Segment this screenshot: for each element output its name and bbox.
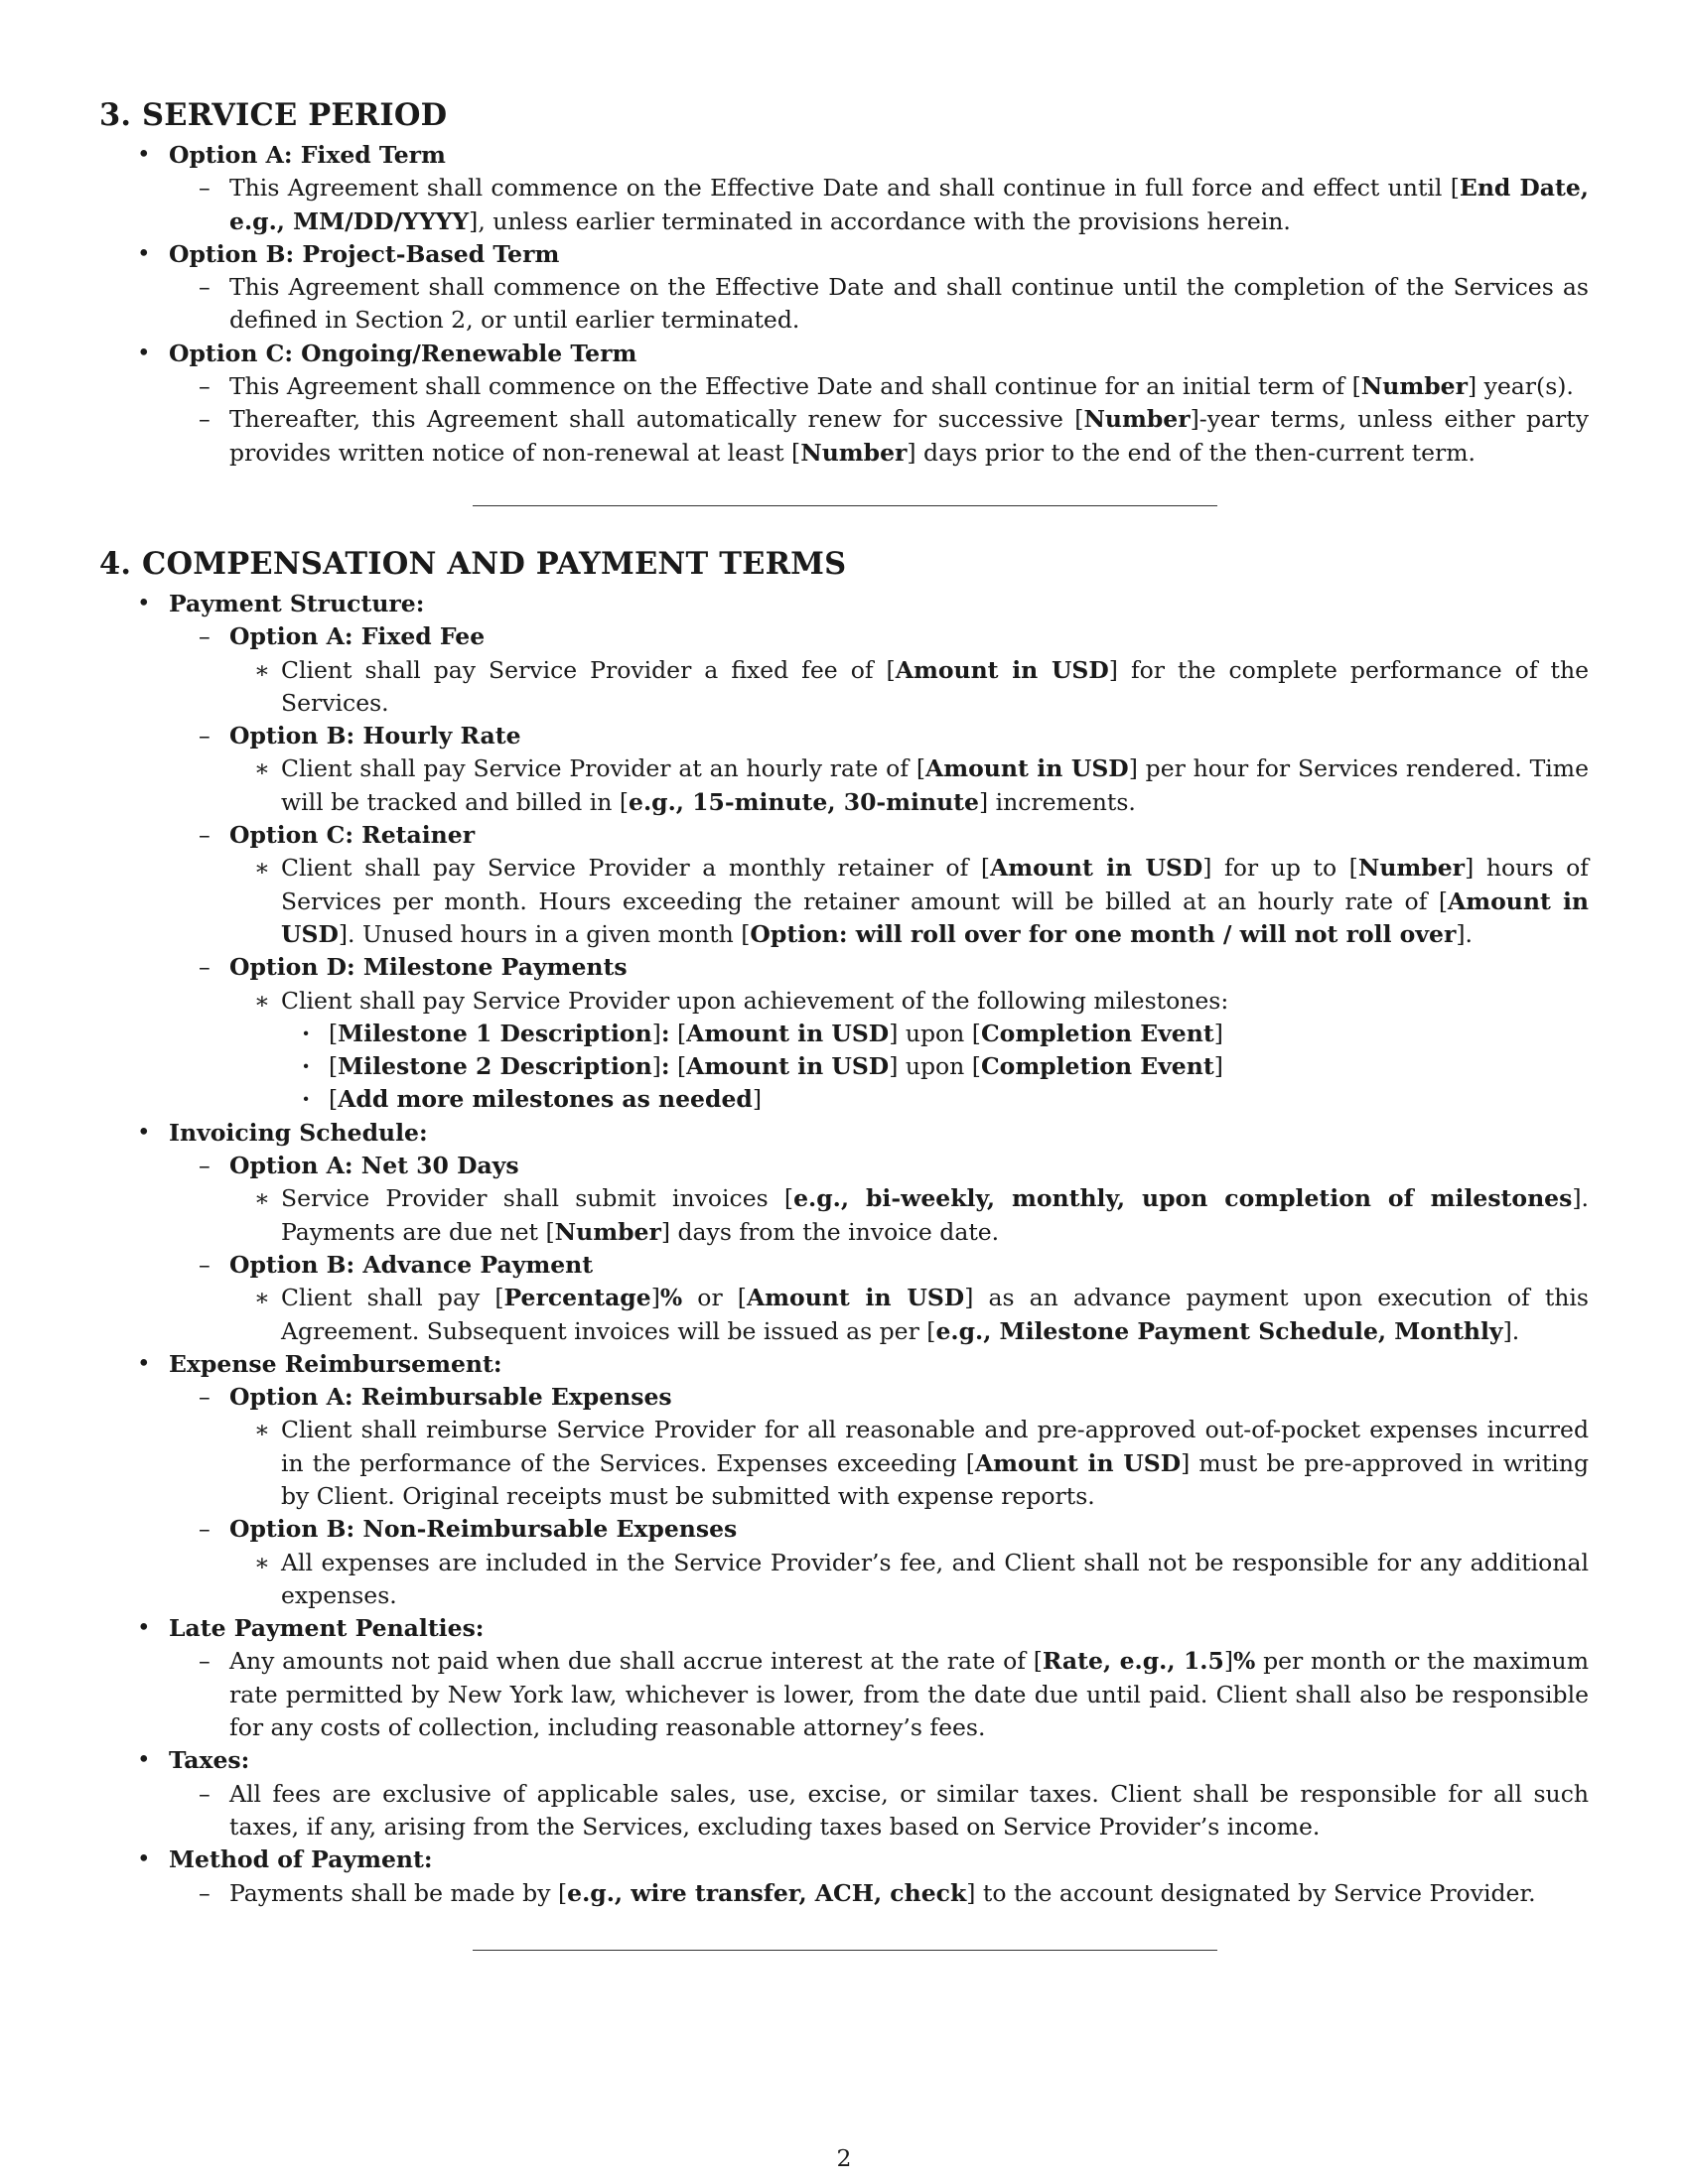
clause-list bbox=[229, 1547, 1589, 1613]
option-item bbox=[169, 1150, 1589, 1249]
placeholder-text: Amount in USD bbox=[686, 1052, 890, 1081]
clause-text: [ bbox=[329, 1052, 339, 1081]
clause-text: This Agreement shall commence on the Effective Date and shall continue until the completion of the Services as defined in Section 2, or until earlier terminated. bbox=[229, 273, 1589, 335]
option-item bbox=[99, 338, 1589, 470]
placeholder-text: e.g., bi-weekly, monthly, upon completion of milestones bbox=[793, 1184, 1573, 1213]
clause-text: ] upon [ bbox=[889, 1019, 981, 1047]
clause-text: ] hours of Services per month. Hours exceeding the retainer amount will be billed at an hourly rate of [ bbox=[281, 854, 1589, 915]
clause-text: [ bbox=[669, 1019, 687, 1047]
option-title: Option A: Fixed Fee bbox=[229, 622, 486, 651]
group-item bbox=[99, 1612, 1589, 1744]
clause-list bbox=[99, 172, 1589, 238]
placeholder-text: Completion Event bbox=[980, 1019, 1214, 1047]
option-list bbox=[99, 1150, 1589, 1348]
clause-text: [ bbox=[1450, 174, 1460, 203]
placeholder-text: e.g., 15-minute, 30-minute bbox=[629, 787, 979, 816]
clause-item bbox=[169, 1645, 1589, 1744]
clause-text: All fees are exclusive of applicable sales, use, excise, or similar taxes. Client shall be responsible for all such taxes, if any, arising from the Services, excluding taxes based on Service Provider’s income. bbox=[229, 1779, 1589, 1841]
group-item bbox=[99, 1348, 1589, 1612]
clause-text: Thereafter, this Agreement shall automatically renew for successive [ bbox=[229, 405, 1084, 434]
clause-list bbox=[229, 752, 1589, 819]
clause-item bbox=[169, 271, 1589, 338]
option-item bbox=[169, 1513, 1589, 1612]
clause-list bbox=[99, 1645, 1589, 1744]
placeholder-text: Amount in USD bbox=[974, 1448, 1182, 1477]
option-item bbox=[169, 720, 1589, 819]
clause-text: ] days from the invoice date. bbox=[660, 1217, 1000, 1246]
clause-text: ] bbox=[1223, 1647, 1234, 1676]
group-title: Taxes: bbox=[169, 1746, 250, 1775]
milestone-item bbox=[281, 1083, 1589, 1116]
option-item bbox=[169, 1249, 1589, 1348]
clause-list bbox=[229, 852, 1589, 951]
placeholder-text: Amount in USD bbox=[281, 887, 1589, 948]
clause-text: ] upon [ bbox=[889, 1052, 981, 1081]
clause-text: ] bbox=[1213, 1019, 1223, 1047]
placeholder-text: : bbox=[660, 1019, 670, 1047]
clause-text: ]. bbox=[1502, 1316, 1520, 1345]
section-3-option-list bbox=[99, 139, 1589, 470]
clause-list bbox=[99, 1778, 1589, 1844]
group-title: Late Payment Penalties: bbox=[169, 1614, 485, 1643]
clause-text: ]. Unused hours in a given month [ bbox=[338, 919, 751, 948]
option-title: Option B: Non-Reimbursable Expenses bbox=[229, 1515, 738, 1544]
clause-item bbox=[169, 370, 1589, 403]
clause-item bbox=[169, 403, 1589, 470]
clause-list bbox=[229, 1414, 1589, 1513]
clause-text: [ bbox=[329, 1019, 339, 1047]
option-title: Option B: Project-Based Term bbox=[169, 239, 560, 268]
placeholder-text: Number bbox=[800, 438, 908, 467]
placeholder-text: Amount in USD bbox=[686, 1019, 890, 1047]
placeholder-text: Milestone 2 Description bbox=[338, 1052, 652, 1081]
group-item bbox=[99, 1117, 1589, 1348]
clause-list bbox=[229, 1182, 1589, 1249]
clause-text: ] bbox=[752, 1085, 762, 1114]
placeholder-text: Option: will roll over for one month / will not roll over bbox=[750, 919, 1457, 948]
option-item bbox=[169, 819, 1589, 951]
option-list bbox=[99, 1381, 1589, 1612]
option-item bbox=[169, 1381, 1589, 1513]
clause-text: ] days prior to the end of the then-current term. bbox=[907, 438, 1477, 467]
clause-text: ] for up to [ bbox=[1202, 854, 1358, 883]
option-item bbox=[99, 139, 1589, 238]
clause-text: Any amounts not paid when due shall accrue interest at the rate of [ bbox=[229, 1647, 1043, 1676]
page-number: 2 bbox=[836, 2144, 852, 2172]
option-title: Option B: Hourly Rate bbox=[229, 722, 521, 751]
clause-text: ] year(s). bbox=[1467, 372, 1574, 401]
clause-text: ] bbox=[651, 1052, 661, 1081]
group-title: Invoicing Schedule: bbox=[169, 1118, 428, 1147]
option-item bbox=[99, 238, 1589, 338]
option-title: Option C: Retainer bbox=[229, 821, 476, 850]
placeholder-text: Amount in USD bbox=[895, 655, 1109, 684]
group-item bbox=[99, 1843, 1589, 1910]
placeholder-text: End Date, e.g., MM/DD/YYYY bbox=[229, 174, 1589, 235]
group-title: Method of Payment: bbox=[169, 1845, 433, 1874]
option-title: Option B: Advance Payment bbox=[229, 1250, 594, 1279]
group-title: Expense Reimbursement: bbox=[169, 1349, 502, 1378]
placeholder-text: Percentage bbox=[503, 1284, 651, 1312]
group-item bbox=[99, 588, 1589, 1117]
placeholder-text: Milestone 1 Description bbox=[338, 1019, 652, 1047]
placeholder-text: Number bbox=[1357, 854, 1466, 883]
clause-text: Client shall reimburse Service Provider for all reasonable and pre-approved out-of-pocket expenses incurred in the performance of the Services. Expenses exceeding [ bbox=[281, 1416, 1589, 1477]
option-title: Option A: Fixed Term bbox=[169, 141, 446, 169]
placeholder-text: : bbox=[660, 1052, 670, 1081]
clause-text: ]-year terms, unless either party provides written notice of non-renewal at least [ bbox=[229, 405, 1589, 467]
clause-item bbox=[229, 852, 1589, 951]
section-4-group-list bbox=[99, 588, 1589, 1910]
clause-item bbox=[229, 1282, 1589, 1348]
clause-text: [ bbox=[329, 1085, 339, 1114]
placeholder-text: % bbox=[659, 1284, 683, 1312]
clause-list bbox=[229, 1282, 1589, 1348]
placeholder-text: Number bbox=[554, 1217, 661, 1246]
milestone-item bbox=[281, 1018, 1589, 1050]
option-title: Option D: Milestone Payments bbox=[229, 953, 628, 982]
section-4-heading: 4. COMPENSATION AND PAYMENT TERMS bbox=[99, 545, 847, 582]
option-title: Option A: Reimbursable Expenses bbox=[229, 1383, 672, 1412]
clause-text: ] must be pre-approved in writing by Client. Original receipts must be submitted with expense reports. bbox=[281, 1448, 1589, 1510]
clause-list bbox=[99, 1877, 1589, 1910]
clause-text: Service Provider shall submit invoices [ bbox=[281, 1184, 794, 1213]
placeholder-text: e.g., Milestone Payment Schedule, Monthly bbox=[935, 1316, 1503, 1345]
placeholder-text: Completion Event bbox=[980, 1052, 1214, 1081]
clause-text: Client shall pay Service Provider a monthly retainer of [ bbox=[281, 854, 991, 883]
clause-text: or [ bbox=[682, 1284, 747, 1312]
clause-text: ] bbox=[1213, 1052, 1223, 1081]
milestone-list bbox=[281, 1018, 1589, 1117]
milestone-item bbox=[281, 1050, 1589, 1083]
option-item bbox=[169, 620, 1589, 720]
clause-text: ] as an advance payment upon execution of this Agreement. Subsequent invoices will be issued as per [ bbox=[281, 1284, 1589, 1345]
clause-item bbox=[229, 1414, 1589, 1513]
clause-text: All expenses are included in the Service Provider’s fee, and Client shall not be responsible for any additional expenses. bbox=[281, 1548, 1589, 1609]
section-divider bbox=[473, 505, 1217, 506]
clause-item bbox=[169, 1778, 1589, 1844]
clause-text: ] to the account designated by Service Provider. bbox=[966, 1878, 1536, 1907]
placeholder-text: Number bbox=[1083, 405, 1191, 434]
page-content bbox=[99, 91, 1589, 1951]
section-divider bbox=[473, 1950, 1217, 1951]
clause-text: per month or the maximum rate permitted by New York law, whichever is lower, from the date due until paid. Client shall also be responsible for any costs of collection, including reasonable attorney’s fees. bbox=[229, 1647, 1589, 1742]
option-list bbox=[99, 620, 1589, 1116]
placeholder-text: Amount in USD bbox=[746, 1284, 965, 1312]
clause-text: Payments shall be made by [ bbox=[229, 1878, 568, 1907]
clause-item bbox=[229, 985, 1589, 1117]
clause-text: ] bbox=[650, 1284, 660, 1312]
clause-list bbox=[229, 985, 1589, 1117]
placeholder-text: Amount in USD bbox=[990, 854, 1203, 883]
section-3-heading: 3. SERVICE PERIOD bbox=[99, 97, 448, 133]
clause-text: Client shall pay Service Provider at an hourly rate of [ bbox=[281, 754, 925, 783]
clause-item bbox=[229, 1547, 1589, 1613]
clause-text: ] bbox=[651, 1019, 661, 1047]
clause-text: This Agreement shall commence on the Effective Date and shall continue in full force and effect until bbox=[229, 174, 1451, 203]
clause-text: ] increments. bbox=[978, 787, 1136, 816]
clause-list bbox=[99, 370, 1589, 470]
clause-text: [ bbox=[669, 1052, 687, 1081]
clause-item bbox=[169, 172, 1589, 238]
option-item bbox=[169, 951, 1589, 1116]
clause-text: ], unless earlier terminated in accordance with the provisions herein. bbox=[469, 206, 1291, 235]
placeholder-text: % bbox=[1233, 1647, 1256, 1676]
clause-text: ]. Payments are due net [ bbox=[281, 1184, 1589, 1246]
clause-text: Client shall pay Service Provider a fixed fee of [ bbox=[281, 655, 896, 684]
clause-text: ]. bbox=[1456, 919, 1473, 948]
clause-text: ] for the complete performance of the Services. bbox=[281, 655, 1590, 717]
placeholder-text: Amount in USD bbox=[925, 754, 1129, 783]
option-title: Option A: Net 30 Days bbox=[229, 1152, 519, 1180]
clause-item bbox=[229, 654, 1589, 721]
placeholder-text: Number bbox=[1360, 372, 1468, 401]
clause-text: Client shall pay [ bbox=[281, 1284, 504, 1312]
group-title: Payment Structure: bbox=[169, 589, 425, 617]
clause-item bbox=[229, 1182, 1589, 1249]
clause-text: ] per hour for Services rendered. Time will be tracked and billed in [ bbox=[281, 754, 1589, 816]
clause-item bbox=[229, 752, 1589, 819]
option-title: Option C: Ongoing/Renewable Term bbox=[169, 339, 637, 367]
clause-list bbox=[99, 271, 1589, 338]
clause-list bbox=[229, 654, 1589, 721]
clause-text: Client shall pay Service Provider upon achievement of the following milestones: bbox=[281, 986, 1229, 1015]
placeholder-text: e.g., wire transfer, ACH, check bbox=[567, 1878, 967, 1907]
placeholder-text: Add more milestones as needed bbox=[338, 1085, 753, 1114]
placeholder-text: Rate, e.g., 1.5 bbox=[1042, 1647, 1224, 1676]
group-item bbox=[99, 1744, 1589, 1843]
clause-item bbox=[169, 1877, 1589, 1910]
clause-text: This Agreement shall commence on the Effective Date and shall continue for an initial term of [ bbox=[229, 372, 1361, 401]
